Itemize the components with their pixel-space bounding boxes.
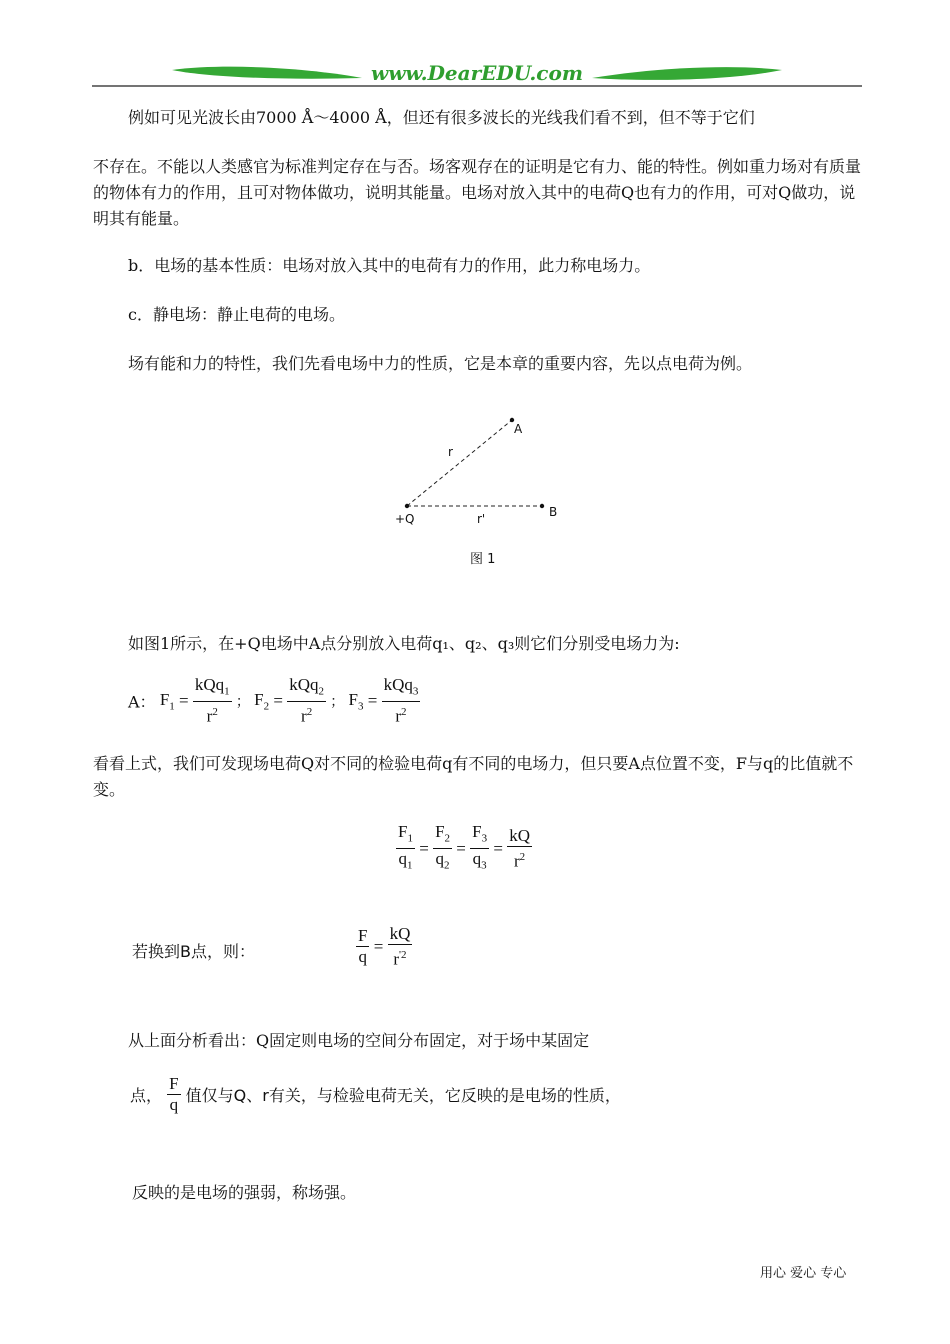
eq1-den2-sup: 2 xyxy=(306,706,313,719)
eq1-sep-2: ； xyxy=(330,694,345,711)
point-frac-q: q xyxy=(169,1095,179,1114)
eq1-equals-3: = xyxy=(367,691,378,711)
eq1-den3: r xyxy=(395,707,402,727)
line-QA xyxy=(407,420,512,506)
eq1-num3: kQq xyxy=(383,675,413,694)
eq1-F1: F xyxy=(159,689,170,709)
eq2-q2: q xyxy=(435,849,445,869)
paragraph-strength: 反映的是电场的强弱，称场强。 xyxy=(132,1183,357,1202)
eq2-F1-sub: 1 xyxy=(407,832,413,845)
eq2-q3-sub: 3 xyxy=(481,859,487,872)
eq1-equals-1: = xyxy=(179,691,189,711)
paragraph-look: 看看上式，我们可发现场电荷Q对不同的检验电荷q有不同的电场力，但只要A点位置不变，F与q的比值就不变。 xyxy=(93,754,854,799)
eq1-F2: F xyxy=(254,689,264,709)
figure-1 xyxy=(380,405,580,575)
paragraph-cont: 不存在。不能以人类感官为标准判定存在与否。场客观存在的证明是它有力、能的特性。例如重力场对有质量的物体有力的作用，且可对物体做功，说明其能量。电场对放入其中的电荷Q也有力的作用，可对Q做功，说明其有能量。 xyxy=(93,157,862,228)
paragraph-b: b．电场的基本性质：电场对放入其中的电荷有力的作用，此力称电场力。 xyxy=(128,256,651,275)
eq3-F: F xyxy=(358,926,368,946)
equation-forces xyxy=(128,676,420,726)
eq1-den1: r xyxy=(206,707,213,727)
label-B: B xyxy=(549,505,558,519)
eq2-equals-3: = xyxy=(493,838,503,858)
eq1-frac-3 xyxy=(382,676,421,726)
eq3-frac-2 xyxy=(388,925,413,969)
paragraph-fig1: 如图1所示，在+Q电场中A点分别放入电荷q₁、q₂、q₃则它们分别受电场力为: xyxy=(128,634,680,653)
point-frac xyxy=(167,1075,180,1114)
label-r: r xyxy=(448,445,453,459)
eq1-equals-2: = xyxy=(273,691,283,711)
eq2-q1: q xyxy=(398,849,407,869)
eq1-frac-2 xyxy=(287,676,326,726)
eq1-F3-sub: 3 xyxy=(357,700,364,713)
eq1-num2-sub: 2 xyxy=(318,685,324,698)
label-A: A xyxy=(514,422,523,436)
label-Q: +Q xyxy=(395,512,415,526)
eq2-q1-sub: 1 xyxy=(406,859,413,872)
equation-b-point xyxy=(356,925,412,969)
eq3-kQ: kQ xyxy=(389,924,411,943)
eq3-frac-1 xyxy=(356,927,369,966)
eq2-F1: F xyxy=(398,822,408,841)
eq1-den1-sup: 2 xyxy=(212,706,218,719)
figure-caption: 图 1 xyxy=(470,552,496,567)
eq1-F1-sub: 1 xyxy=(169,700,175,713)
eq1-den3-sup: 2 xyxy=(401,706,407,719)
paragraph-point xyxy=(130,1075,621,1114)
paragraph-field: 场有能和力的特性，我们先看电场中力的性质，它是本章的重要内容，先以点电荷为例。 xyxy=(128,354,753,373)
eq3-r: r xyxy=(393,949,400,969)
eq2-frac-1 xyxy=(396,823,415,875)
eq2-q3: q xyxy=(472,849,482,869)
paragraph-line1: 例如可见光波长由7000 Å～4000 Å，但还有很多波长的光线我们看不到，但不等于它们 xyxy=(128,108,755,127)
paragraph-analysis: 从上面分析看出：Q固定则电场的空间分布固定，对于场中某固定 xyxy=(128,1031,590,1050)
eq1-frac-1 xyxy=(193,676,232,726)
eq1-sep-1: ； xyxy=(235,694,250,711)
eq1-F3: F xyxy=(348,689,358,709)
eq3-q: q xyxy=(358,947,367,967)
eq2-frac-3 xyxy=(470,823,489,875)
point-frac-F: F xyxy=(169,1074,179,1093)
point-Q xyxy=(405,504,409,508)
point-pre: 点， xyxy=(130,1086,163,1105)
eq1-F2-sub: 2 xyxy=(263,700,270,713)
eq2-q2-sub: 2 xyxy=(444,859,450,872)
header-banner xyxy=(92,58,862,90)
point-B xyxy=(540,504,544,508)
eq2-F3-sub: 3 xyxy=(481,832,488,845)
eq1-num1-sub: 1 xyxy=(224,685,230,698)
eq2-equals-1: = xyxy=(419,838,429,858)
eq2-F2: F xyxy=(435,822,445,841)
eq3-equals: = xyxy=(373,936,384,956)
equation-ratios xyxy=(396,823,532,875)
eq2-kQ: kQ xyxy=(509,826,530,846)
paragraph-b-point: 若换到B点，则： xyxy=(132,942,255,961)
eq2-r: r xyxy=(513,851,520,871)
paragraph-c: c．静电场：静止电荷的电场。 xyxy=(128,305,345,324)
eq1-num2: kQq xyxy=(289,675,319,694)
footer-motto: 用心 爱心 专心 xyxy=(760,1266,847,1281)
eq2-r-sup: 2 xyxy=(519,851,526,864)
eq1-num1: kQq xyxy=(194,675,225,694)
eq2-F3: F xyxy=(472,822,482,841)
eq2-F2-sub: 2 xyxy=(444,832,451,845)
eq2-equals-2: = xyxy=(456,838,466,858)
point-post: 值仅与Q、r有关，与检验电荷无关，它反映的是电场的性质， xyxy=(185,1086,621,1105)
eq3-r-sup: '2 xyxy=(399,949,407,961)
eq1-prefix: A： xyxy=(128,692,156,712)
eq2-frac-4 xyxy=(507,827,532,871)
eq1-den2: r xyxy=(301,707,307,727)
label-r-prime: r' xyxy=(477,512,486,526)
eq2-frac-2 xyxy=(433,823,452,875)
site-url: www.DearEDU.com xyxy=(370,61,583,85)
eq1-num3-sub: 3 xyxy=(412,685,419,698)
